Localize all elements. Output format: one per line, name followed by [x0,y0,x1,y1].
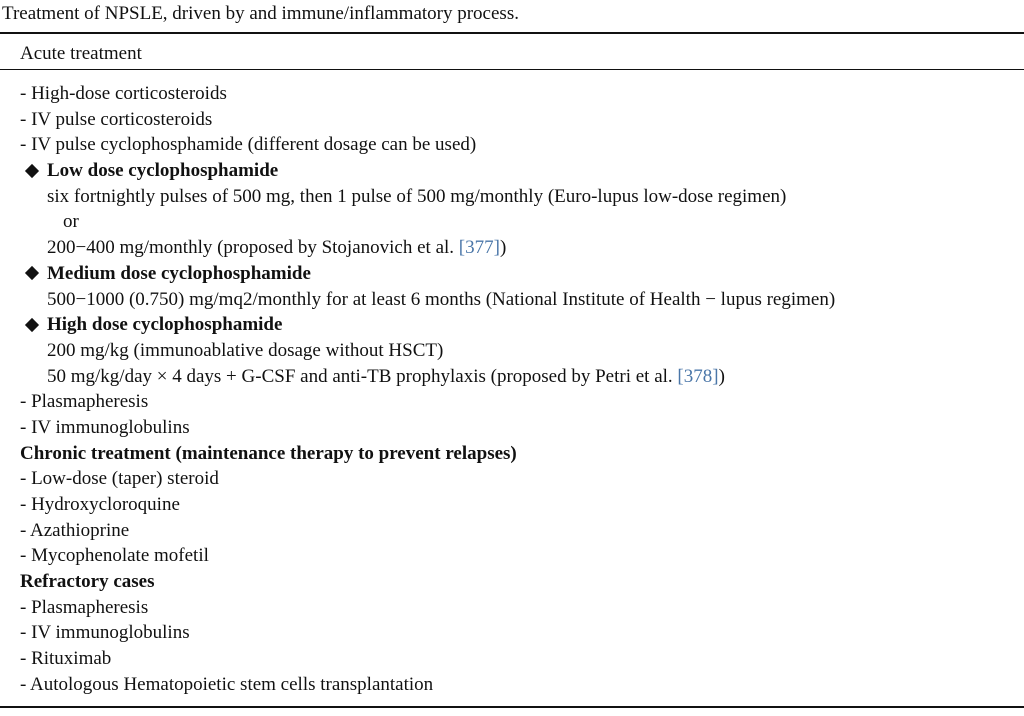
list-item: - Rituximab [20,648,112,670]
subheading-label: Low dose cyclophosphamide [47,160,279,182]
subheading-label: High dose cyclophosphamide [47,314,283,336]
section-heading-refractory: Refractory cases [20,571,155,593]
reference-link-377[interactable]: [377] [458,237,500,259]
list-item: - IV pulse cyclophosphamide (different dosage can be used) [20,134,477,156]
list-item [20,364,1020,390]
table-header-acute-treatment: Acute treatment [20,43,142,64]
section-heading-chronic: Chronic treatment (maintenance therapy to prevent relapses) [20,442,517,464]
list-item: - High-dose corticosteroids [20,83,227,104]
table-caption: Treatment of NPSLE, driven by and immune/inflammatory process. [2,3,519,24]
list-item: - Autologous Hematopoietic stem cells transplantation [20,673,434,695]
table-body [20,81,1020,698]
diamond-bullet-icon [25,266,39,280]
reference-link-378[interactable]: [378] [677,365,719,387]
list-item-text: 50 mg/kg/day × 4 days + G-CSF and anti-TB prophylaxis (proposed by Petri et al. [47,365,678,387]
table-header-rule [0,69,1024,70]
list-item [20,235,1020,261]
list-item: - Mycophenolate mofetil [20,545,209,567]
diamond-bullet-icon [25,318,39,332]
table-top-rule [0,32,1024,34]
list-item-text: ) [718,365,725,387]
list-item: - Plasmapheresis [20,596,149,618]
list-item-text: 200−400 mg/monthly (proposed by Stojanovich et al. [47,237,459,259]
list-item: - Low-dose (taper) steroid [20,468,219,490]
list-item: - IV pulse corticosteroids [20,108,213,130]
list-item: - Plasmapheresis [20,391,149,413]
list-item: - IV immunoglobulins [20,622,190,644]
list-item: - Hydroxycloroquine [20,494,180,515]
subheading-low-dose [20,158,1020,184]
diamond-bullet-icon [25,164,39,178]
subheading-label: Medium dose cyclophosphamide [47,262,311,284]
list-item: six fortnightly pulses of 500 mg, then 1 pulse of 500 mg/monthly (Euro-lupus low-dose regimen) [47,185,787,207]
list-item: - Azathioprine [20,519,130,541]
list-item: 500−1000 (0.750) mg/mq2/monthly for at least 6 months (National Institute of Health − lupus regimen) [47,288,836,310]
list-item: 200 mg/kg (immunoablative dosage without HSCT) [47,339,444,361]
table-bottom-rule [0,706,1024,708]
list-item: - IV immunoglobulins [20,416,190,438]
list-item-or: or [63,211,79,233]
subheading-medium-dose [20,261,1020,287]
subheading-high-dose [20,312,1020,338]
list-item-text: ) [499,237,507,259]
